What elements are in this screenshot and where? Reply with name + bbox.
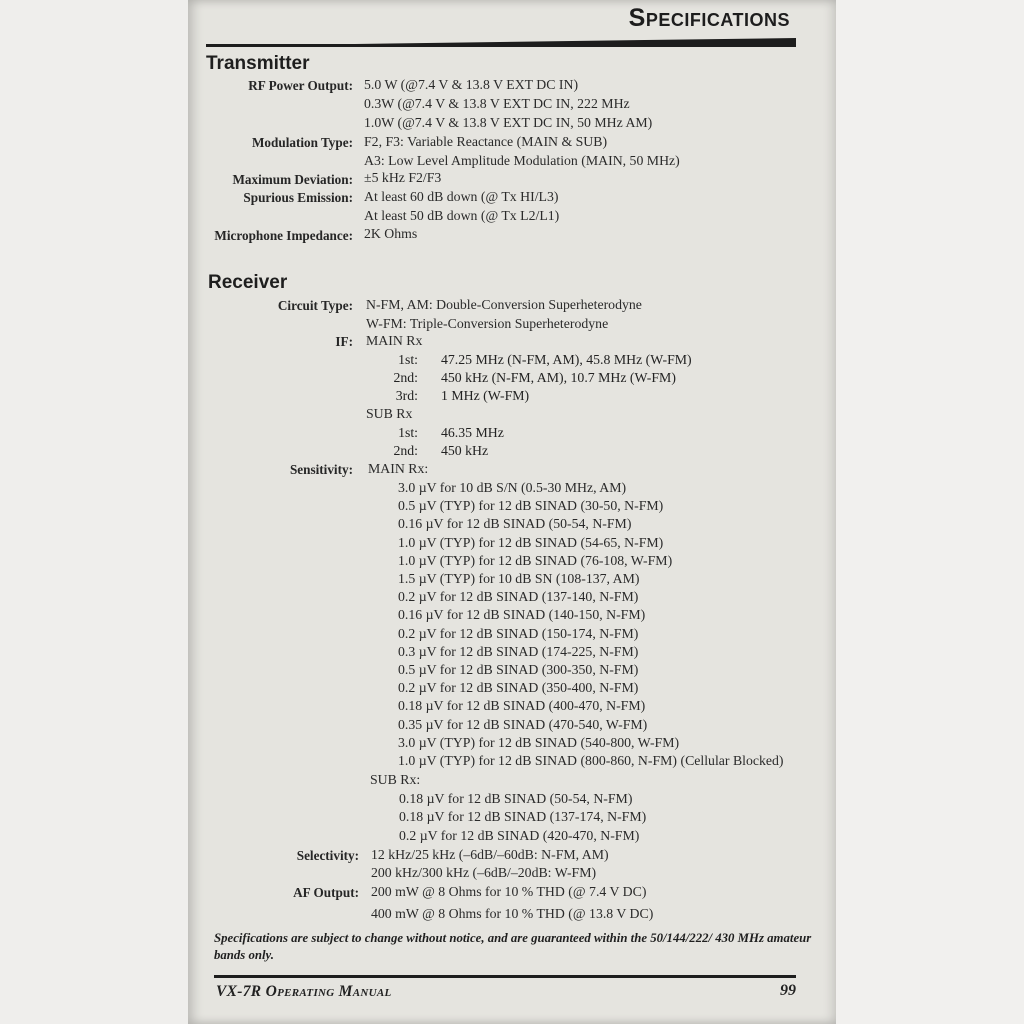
if-label: IF : [188,334,353,350]
modulation-line: A3: Low Level Amplitude Modulation (MAIN, 50 MHz) [364,153,680,168]
spurious-line: At least 60 dB down (@ Tx HI/L3) [364,189,559,204]
if-main-ordinal: 2nd: [393,370,418,385]
spurious-line: At least 50 dB down (@ Tx L2/L1) [364,208,560,223]
sensitivity-sub-line: 0.18 µV for 12 dB SINAD (50-54, N-FM) [399,791,633,806]
mic-impedance-label: Microphone Impedance : [188,228,353,244]
modulation-line: F2, F3: Variable Reactance (MAIN & SUB) [364,134,608,149]
sensitivity-main-line: 0.18 µV for 12 dB SINAD (400-470, N-FM) [398,698,646,714]
circuit-type-label: Circuit Type : [188,298,353,314]
circuit-type-line: N-FM, AM: Double-Conversion Superheterodyne [366,297,642,312]
sensitivity-main-rx-label: MAIN Rx: [368,461,429,476]
sensitivity-label: Sensitivity : [188,462,353,478]
sensitivity-sub-line: 0.18 µV for 12 dB SINAD (137-174, N-FM) [399,809,647,824]
sensitivity-main-line: 3.0 µV (TYP) for 12 dB SINAD (540-800, W-FM) [398,734,680,750]
sensitivity-main-line: 1.0 µV (TYP) for 12 dB SINAD (800-860, N-FM) (Cellular Blocked) [398,753,784,768]
spurious-label: Spurious Emission : [188,190,353,206]
sensitivity-main-line: 0.2 µV for 12 dB SINAD (137-140, N-FM) [398,589,639,605]
modulation-label: Modulation Type : [188,135,353,151]
sensitivity-sub-line: 0.2 µV for 12 dB SINAD (420-470, N-FM) [399,828,640,843]
circuit-type-line: W-FM: Triple-Conversion Superheterodyne [366,316,609,331]
rf-power-line: 0.3W (@7.4 V & 13.8 V EXT DC IN, 222 MHz [364,96,630,111]
if-sub-ordinal: 2nd: [393,443,418,458]
manual-title: VX-7R Operating Manual [216,983,392,1000]
rf-power-line: 1.0W (@7.4 V & 13.8 V EXT DC IN, 50 MHz AM) [364,115,653,130]
deviation-line: ±5 kHz F2/F3 [364,170,442,185]
if-sub-rx-label: SUB Rx [366,406,413,421]
af-output-line: 200 mW @ 8 Ohms for 10 % THD (@ 7.4 V DC) [371,884,647,899]
if-main-value: 47.25 MHz (N-FM, AM), 45.8 MHz (W-FM) [441,352,692,367]
if-main-value: 1 MHz (W-FM) [441,388,530,403]
af-output-line: 400 mW @ 8 Ohms for 10 % THD (@ 13.8 V DC) [371,906,654,921]
sensitivity-main-line: 1.5 µV (TYP) for 10 dB SN (108-137, AM) [398,571,640,586]
rf-power-label: RF Power Output : [188,78,353,94]
rf-power-line: 5.0 W (@7.4 V & 13.8 V EXT DC IN) [364,77,579,92]
selectivity-line: 12 kHz/25 kHz (–6dB/–60dB: N-FM, AM) [371,847,609,862]
page-header-title: Specifications [628,4,790,32]
sensitivity-sub-rx-label: SUB Rx: [370,772,421,787]
sensitivity-main-line: 0.2 µV for 12 dB SINAD (150-174, N-FM) [398,625,639,641]
footer-rule [214,975,796,978]
header-rule-bar [206,44,796,47]
sensitivity-main-line: 0.5 µV (TYP) for 12 dB SINAD (30-50, N-FM) [398,498,664,514]
sensitivity-main-line: 0.16 µV for 12 dB SINAD (140-150, N-FM) [398,607,646,623]
if-sub-value: 450 kHz [441,443,489,458]
if-main-ordinal: 3rd: [395,388,418,403]
deviation-label: Maximum Deviation : [188,172,353,188]
sensitivity-main-line: 1.0 µV (TYP) for 12 dB SINAD (54-65, N-FM) [398,534,664,550]
sensitivity-main-line: 0.2 µV for 12 dB SINAD (350-400, N-FM) [398,680,639,696]
selectivity-label: Selectivity : [194,848,359,864]
receiver-heading: Receiver [208,272,288,293]
sensitivity-main-line: 1.0 µV (TYP) for 12 dB SINAD (76-108, W-FM) [398,552,673,568]
page-number: 99 [780,982,796,999]
af-output-label: AF Output : [194,885,359,901]
if-main-ordinal: 1st: [398,352,418,367]
if-main-rx-label: MAIN Rx [366,333,423,348]
background-left [0,0,188,1024]
if-sub-ordinal: 1st: [398,425,418,440]
if-sub-value: 46.35 MHz [441,425,504,440]
manual-page [188,0,836,1024]
sensitivity-main-line: 3.0 µV for 10 dB S/N (0.5-30 MHz, AM) [398,480,627,495]
if-main-value: 450 kHz (N-FM, AM), 10.7 MHz (W-FM) [441,370,676,385]
sensitivity-main-line: 0.16 µV for 12 dB SINAD (50-54, N-FM) [398,516,632,532]
background-right [836,0,1024,1024]
mic-impedance-line: 2K Ohms [364,226,418,241]
sensitivity-main-line: 0.35 µV for 12 dB SINAD (470-540, W-FM) [398,716,648,732]
specifications-disclaimer: Specifications are subject to change without notice, and are guaranteed within the 50/144/222/ 430 MHz amateur bands only. [214,931,812,962]
selectivity-line: 200 kHz/300 kHz (–6dB/–20dB: W-FM) [371,865,597,880]
sensitivity-main-line: 0.5 µV for 12 dB SINAD (300-350, N-FM) [398,662,639,677]
sensitivity-main-line: 0.3 µV for 12 dB SINAD (174-225, N-FM) [398,643,639,659]
transmitter-heading: Transmitter [206,53,310,74]
